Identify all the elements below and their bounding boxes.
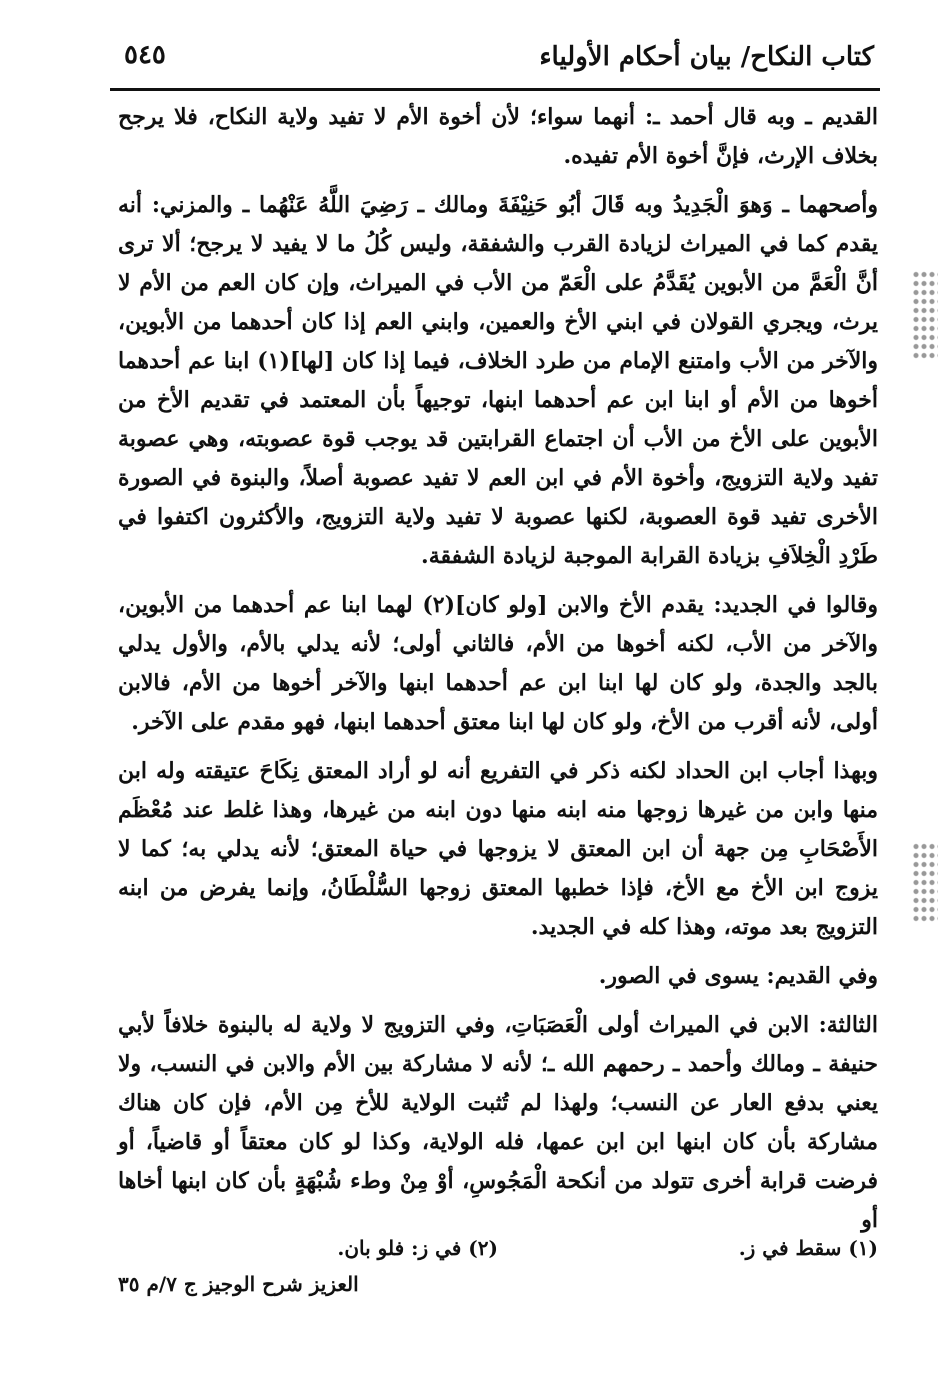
scan-speckle — [912, 270, 938, 360]
paragraph — [118, 186, 878, 576]
paragraph-text: ـ وَهوَ الْجَدِيدُ وبه قَالَ أبُو حَنِيْفَةَ ومالك ـ رَضِيَ اللَّهُ عَنْهُما ـ والمزني: أنه يقدم كما في الميراث لزيادة القرب والشفقة، وليس كُلُ ما لا يفيد لا يرجح؛ ألا ترى أنَّ الْعَمَّ من الأبوين يُقَدَّمُ على الْعَمّ من الأب في الميراث، وإن كان العم من الأم لا يرث، ويجري القولان في ابني الأخ والعمين، وابني العم إذا كان أحدهما من الأبوين، والآخر من الأب وامتنع الإمام من طرد الخلاف، فيما إذا كان [لها](١) ابنا عم أحدهما أخوها من الأم أو ابنا ابن عم أحدهما ابنها، توجيهاً بأن المعتمد في تقديم الأخ من الأبوين على الأخ من الأب أن اجتماع القرابتين قد يوجب قوة عصوبته، وهي عصوبة تفيد ولاية التزويج، وأخوة الأم في ابن العم لا تفيد عصوبة أصلاً، والبنوة في الصورة الأخرى تفيد قوة العصوبة، لكنها عصوبة لا تفيد ولاية التزويج، والأكثرون اكتفوا في طَرْدِ الْخِلاَفِ بزيادة القرابة الموجبة لزيادة الشفقة. — [118, 192, 878, 569]
paragraph-lead: الثالثة — [826, 1012, 878, 1038]
paragraph — [118, 98, 878, 176]
paragraph — [118, 957, 878, 996]
footnote-2: (٢) في ز: فلو بان. — [337, 1236, 498, 1260]
paragraph-text: وقالوا في الجديد: يقدم الأخ والابن [ولو كان](٢) لهما ابنا عم أحدهما من الأبوين، والآخر من الأب، لكنه أخوها من الأم، فالثاني أولى؛ لأنه يدلي بالأم، والأول يدلي بالجد والجدة، ولو كان لها ابنا ابن عم أحدهما ابنها والآخر أخوها من الأم، فالابن أولى، لأنه أقرب من الأخ، ولو كان لها ابنا معتق أحدهما ابنها، فهو مقدم على الآخر. — [118, 592, 878, 735]
paragraph-text: وفي القديم: يسوى في الصور. — [598, 963, 878, 989]
paragraph-text: القديم ـ وبه قال أحمد ـ: أنهما سواء؛ لأن أخوة الأم لا تفيد ولاية النكاح، فلا يرجح بخلاف الإرث، فإنَّ أخوة الأم تفيده. — [118, 104, 878, 169]
paragraph — [118, 1006, 878, 1240]
paragraph-text: وبهذا أجاب ابن الحداد لكنه ذكر في التفريع أنه لو أراد المعتق نِكَاحَ عتيقته وله ابن منها وابن من غيرها زوجها منه ابنه منها دون ابنه من غيرها، وهذا غلط عند مُعْظَم الأَصْحَابِ مِن جهة أن ابن المعتق لا يزوجها في حياة المعتق؛ لأنه يدلي به؛ كما لا يزوج ابن الأخ مع الأخ، فإذا خطبها المعتق زوجها السُّلْطَانُ، وإنما يفرض من ابنه التزويج بعد موته، وهذا كله في الجديد. — [118, 758, 878, 940]
footnotes — [118, 1236, 878, 1270]
paragraph — [118, 586, 878, 742]
page-number: ٥٤٥ — [124, 40, 166, 70]
page-header — [110, 34, 880, 91]
paragraph-lead: وأصحهما — [798, 192, 878, 218]
main-text — [118, 98, 878, 1240]
footnote-1: (١) سقط في ز. — [738, 1236, 878, 1260]
scan-speckle — [912, 842, 938, 922]
running-title: كتاب النكاح/ بيان أحكام الأولياء — [539, 42, 874, 72]
paragraph — [118, 752, 878, 947]
book-reference: العزيز شرح الوجيز ج ٧/م ٣٥ — [118, 1272, 359, 1296]
paragraph-text: : الابن في الميراث أولى الْعَصَبَاتِ، وفي التزويج لا ولاية له بالبنوة خلافاً لأبي حنيفة ـ ومالك وأحمد ـ رحمهم الله ـ؛ لأنه لا مشاركة بين الأم والابن في النسب، ولا يعني بدفع العار عن النسب؛ ولهذا لم تُثبت الولاية للأخ مِن الأم، فإن كان هناك مشاركة بأن كان ابنها ابن ابن عمها، فله الولاية، وكذا لو كان معتقاً أو قاضياً، أو فرضت قرابة أخرى تتولد من أنكحة الْمَجُوسِ، أوْ مِنْ وطء شُبْهَةٍ بأن كان ابنها أخاها أو — [118, 1012, 878, 1233]
